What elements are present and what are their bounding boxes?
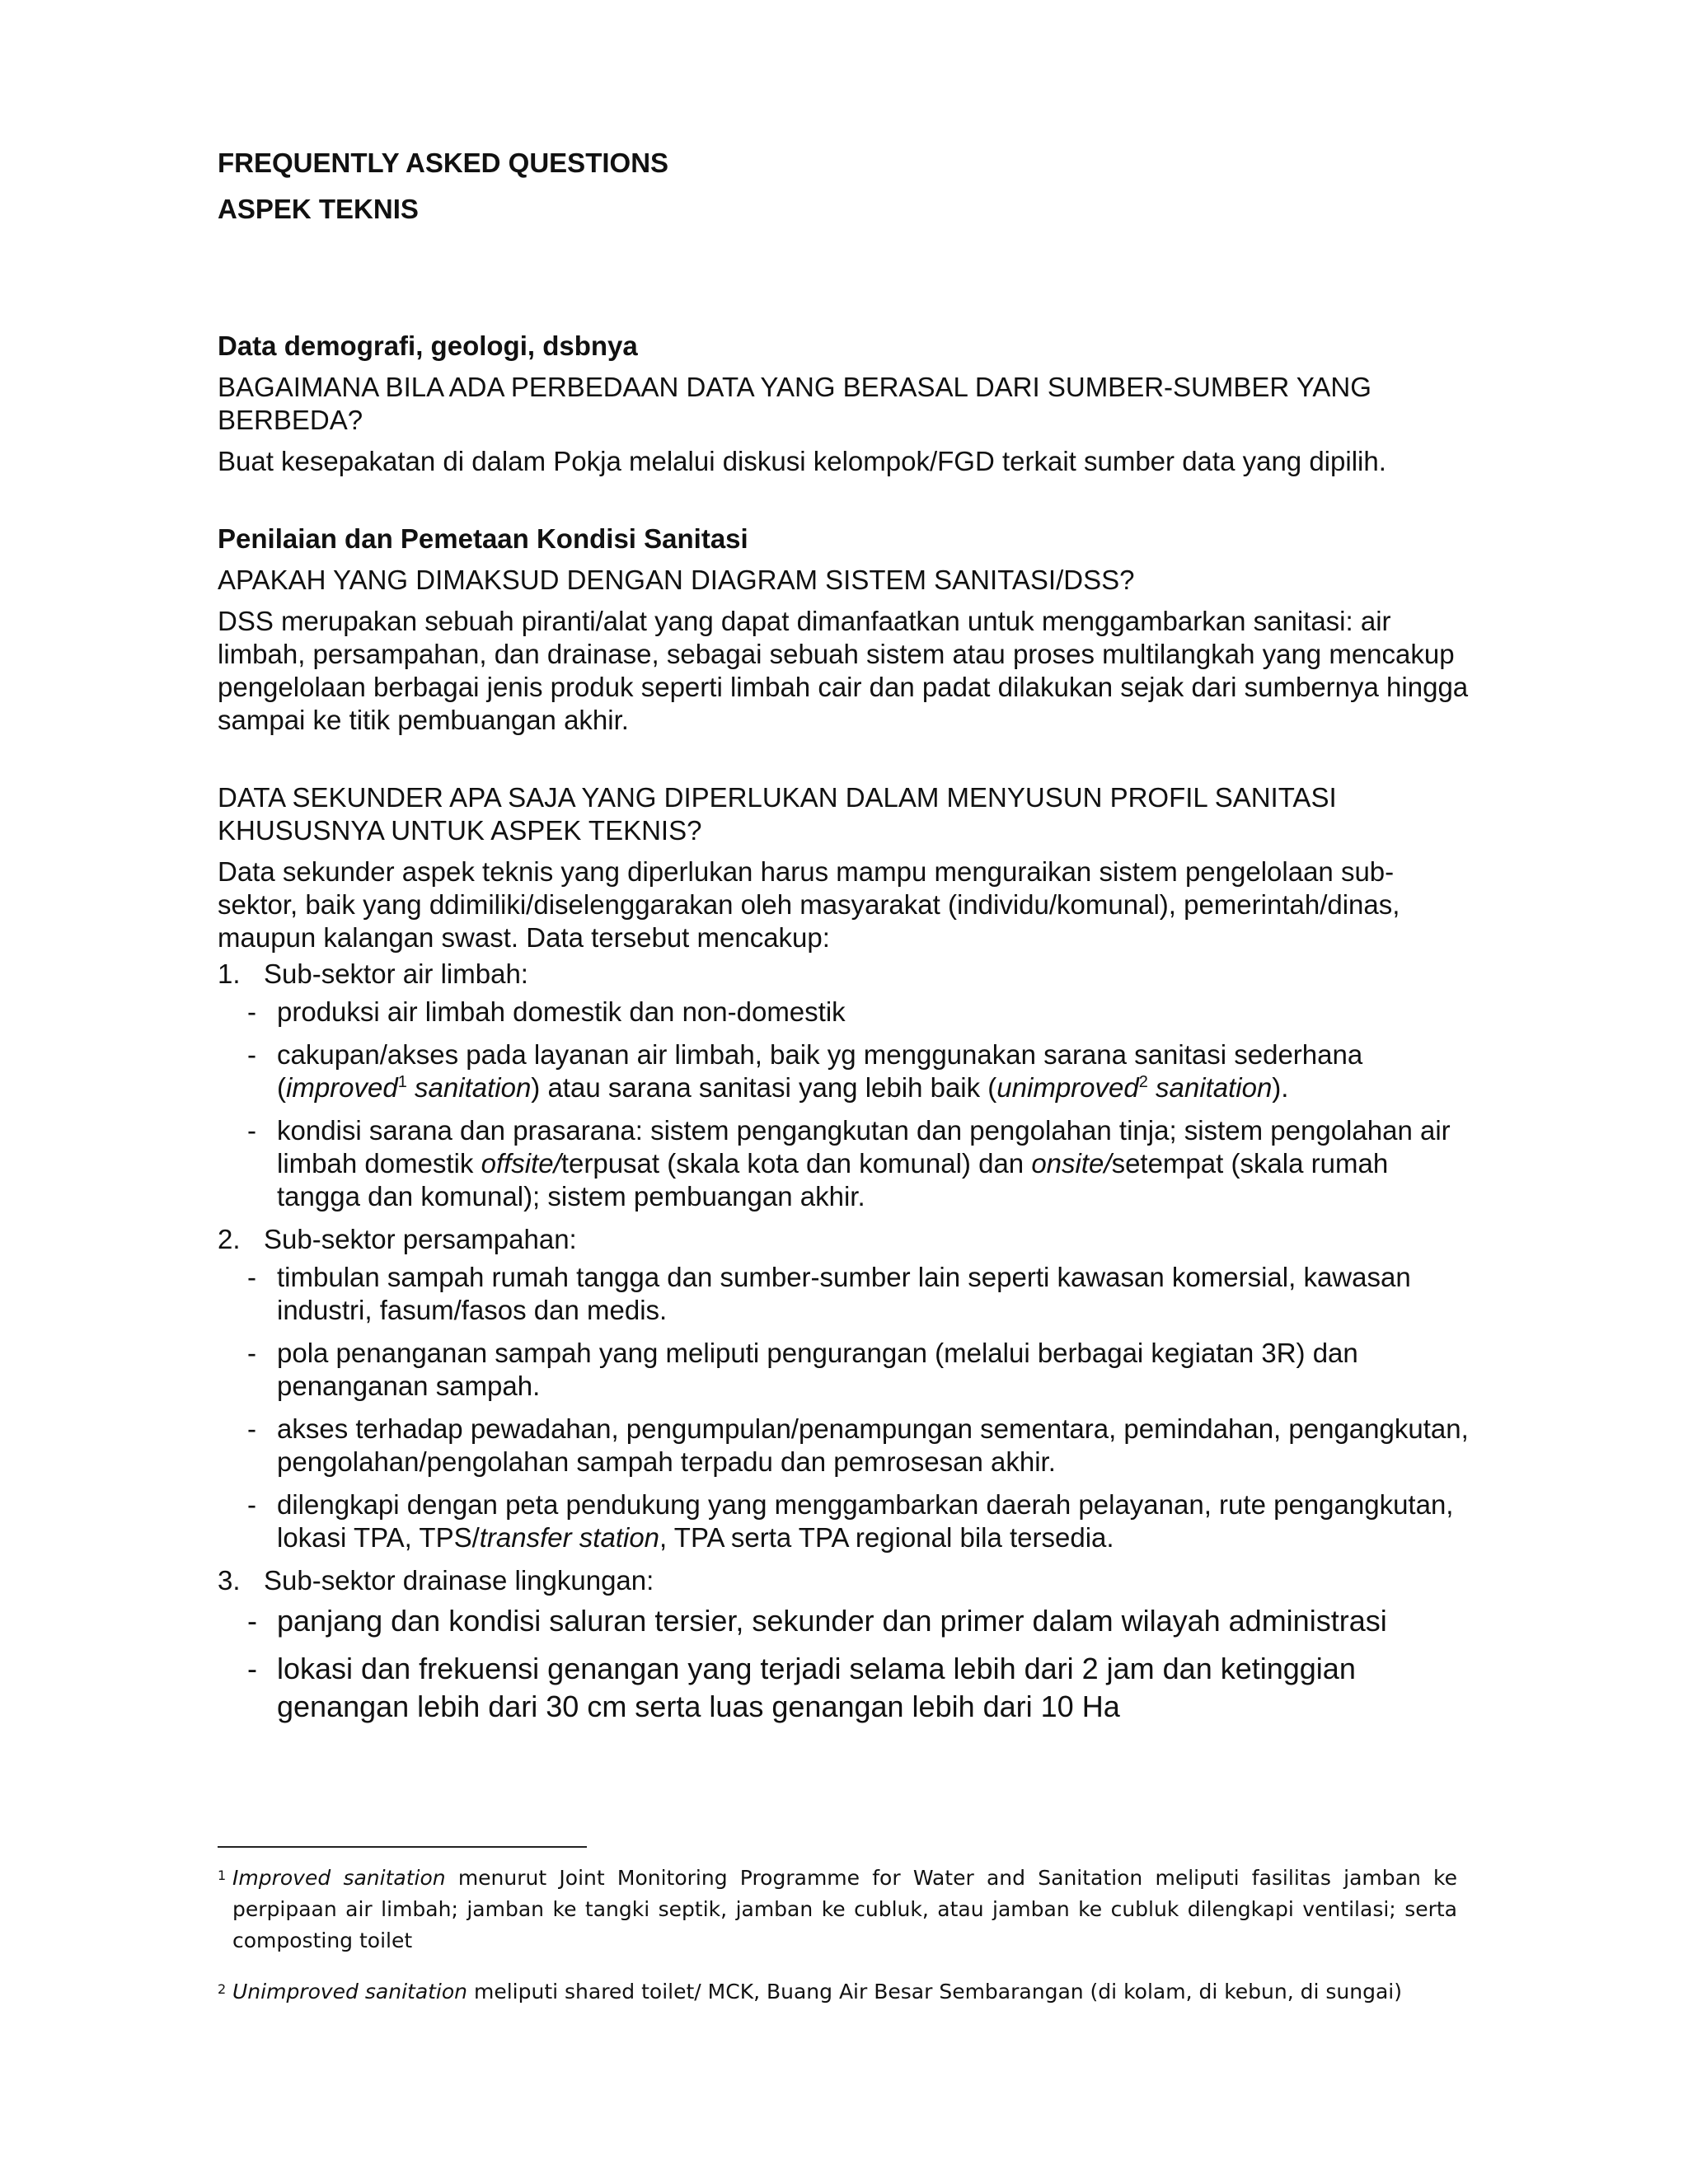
doc-title: FREQUENTLY ASKED QUESTIONS bbox=[218, 148, 669, 178]
footnotes bbox=[218, 1863, 1457, 2027]
list-number: 1. bbox=[218, 958, 241, 989]
sublist-persampahan bbox=[218, 1261, 1470, 1554]
list-label: Sub-sektor drainase lingkungan: bbox=[264, 1565, 654, 1596]
question-dss: APAKAH YANG DIMAKSUD DENGAN DIAGRAM SISTEM SANITASI/DSS? bbox=[218, 565, 1135, 595]
list-item: - pola penanganan sampah yang meliputi pengurangan (melalui berbagai kegiatan 3R) dan penanganan sampah. bbox=[247, 1338, 1358, 1401]
list-item: - akses terhadap pewadahan, pengumpulan/penampungan sementara, pemindahan, pengangkutan, pengolahan/pengolahan sampah terpadu dan pemrosesan akhir. bbox=[247, 1413, 1469, 1477]
question-perbedaan-data: BAGAIMANA BILA ADA PERBEDAAN DATA YANG BERASAL DARI SUMBER-SUMBER YANG BERBEDA? bbox=[218, 372, 1372, 435]
list-number: 3. bbox=[218, 1565, 241, 1596]
list-item-persampahan bbox=[218, 1223, 1470, 1554]
list-item-drainase bbox=[218, 1564, 1470, 1726]
document-body bbox=[218, 147, 1470, 1736]
footnote-2: 2 Unimproved sanitation meliputi shared toilet/ MCK, Buang Air Besar Sembarangan (di kolam, di kebun, di sungai) bbox=[218, 1980, 1403, 2004]
question-data-sekunder: DATA SEKUNDER APA SAJA YANG DIPERLUKAN DALAM MENYUSUN PROFIL SANITASI KHUSUSNYA UNTUK ASPEK TEKNIS? bbox=[218, 782, 1337, 846]
list-item: - dilengkapi dengan peta pendukung yang menggambarkan daerah pelayanan, rute pengangkutan, lokasi TPA, TPS/transfer station, TPA serta TPA regional bila tersedia. bbox=[247, 1489, 1454, 1553]
list-label: Sub-sektor air limbah: bbox=[264, 958, 528, 989]
list-item: - timbulan sampah rumah tangga dan sumber-sumber lain seperti kawasan komersial, kawasan industri, fasum/fasos dan medis. bbox=[247, 1262, 1411, 1325]
section-heading-demografi: Data demografi, geologi, dsbnya bbox=[218, 330, 638, 361]
footnote-1: 1 Improved sanitation menurut Joint Monitoring Programme for Water and Sanitation meliputi fasilitas jamban ke perpipaan air limbah; jamban ke tangki septik, jamban ke cubluk, atau jamban ke cubluk dilengkapi ventilasi; serta composting toilet bbox=[218, 1866, 1457, 1952]
sublist-drainase bbox=[218, 1602, 1470, 1726]
list-item: - lokasi dan frekuensi genangan yang terjadi selama lebih dari 2 jam dan ketinggian genangan lebih dari 30 cm serta luas genangan lebih dari 10 Ha bbox=[247, 1652, 1356, 1723]
answer-data-sekunder: Data sekunder aspek teknis yang diperlukan harus mampu menguraikan sistem pengelolaan sub-sektor, baik yang ddimiliki/diselenggarakan oleh masyarakat (individu/komunal), pemerintah/dinas, maupun kalangan swast. Data tersebut mencakup: bbox=[218, 856, 1400, 953]
list-item: - produksi air limbah domestik dan non-domestik bbox=[247, 996, 846, 1027]
answer-perbedaan-data: Buat kesepakatan di dalam Pokja melalui diskusi kelompok/FGD terkait sumber data yang dipilih. bbox=[218, 446, 1386, 476]
sublist-air-limbah bbox=[218, 996, 1470, 1213]
subsector-list bbox=[218, 958, 1470, 1726]
answer-dss: DSS merupakan sebuah piranti/alat yang dapat dimanfaatkan untuk menggambarkan sanitasi: air limbah, persampahan, dan drainase, sebagai sebuah sistem atau proses multilangkah yang mencakup pengelolaan berbagai jenis produk seperti limbah cair dan padat dilakukan sejak dari sumbernya hingga sampai ke titik pembuangan akhir. bbox=[218, 606, 1469, 735]
footnote-divider bbox=[218, 1846, 587, 1848]
list-item: - cakupan/akses pada layanan air limbah, baik yg menggunakan sarana sanitasi sederhana (improved$^1$ sanitation) atau sarana sanitasi yang lebih baik (unimproved$^2$ sanitation). bbox=[247, 1039, 1363, 1103]
footnote-ref-2: 2 bbox=[1138, 1073, 1148, 1091]
doc-subtitle: ASPEK TEKNIS bbox=[218, 194, 419, 224]
list-item: - panjang dan kondisi saluran tersier, sekunder dan primer dalam wilayah administrasi bbox=[247, 1604, 1387, 1638]
list-item-air-limbah bbox=[218, 958, 1470, 1213]
list-number: 2. bbox=[218, 1224, 241, 1254]
list-item: - kondisi sarana dan prasarana: sistem pengangkutan dan pengolahan tinja; sistem pengolahan air limbah domestik offsite/terpusat (skala kota dan komunal) dan onsite/setempat (skala rumah tangga dan komunal); sistem pembuangan akhir. bbox=[247, 1115, 1451, 1212]
list-label: Sub-sektor persampahan: bbox=[264, 1224, 577, 1254]
footnote-ref-1: 1 bbox=[397, 1073, 407, 1091]
section-heading-penilaian: Penilaian dan Pemetaan Kondisi Sanitasi bbox=[218, 523, 748, 554]
